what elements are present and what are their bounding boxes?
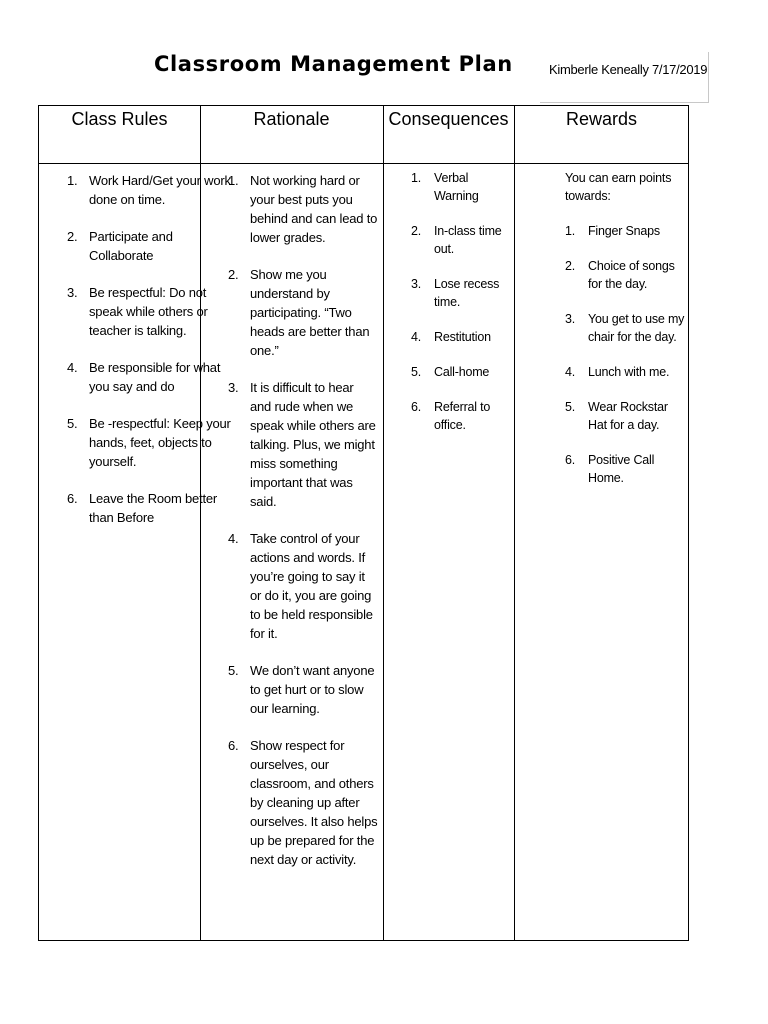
list-text: Positive Call Home. xyxy=(588,453,655,485)
list-number: 2. xyxy=(228,267,239,282)
list-number: 3. xyxy=(565,312,576,326)
list-number: 3. xyxy=(228,380,239,395)
list-number: 4. xyxy=(411,330,422,344)
class-rules-column xyxy=(67,164,237,527)
list-text: We don’t want anyone to get hurt or to slow our learning. xyxy=(250,663,375,716)
list-text: Be -respectful: Keep your hands, feet, objects to yourself. xyxy=(89,416,231,469)
list-item xyxy=(67,227,237,265)
list-text: It is difficult to hear and rude when we speak while others are talking. Plus, we might miss something important that was said. xyxy=(250,380,376,509)
list-item xyxy=(565,398,689,434)
list-item xyxy=(411,169,516,205)
list-item xyxy=(228,529,378,643)
list-number: 3. xyxy=(67,285,78,300)
list-item xyxy=(67,358,237,396)
list-text: Referral to office. xyxy=(434,400,491,432)
list-number: 1. xyxy=(67,173,78,188)
list-item xyxy=(565,310,689,346)
list-item xyxy=(411,328,516,346)
list-text: In-class time out. xyxy=(434,224,502,256)
list-text: Participate and Collaborate xyxy=(89,229,173,263)
list-text: You get to use my chair for the day. xyxy=(588,312,685,344)
author-box xyxy=(540,52,709,103)
list-item xyxy=(565,222,689,240)
header-consequences: Consequences xyxy=(388,109,509,129)
list-number: 6. xyxy=(565,453,576,467)
list-item xyxy=(411,275,516,311)
document-title: Classroom Management Plan xyxy=(154,52,513,76)
list-number: 4. xyxy=(228,531,239,546)
plan-table xyxy=(38,105,689,941)
list-number: 2. xyxy=(411,224,422,238)
list-text: Restitution xyxy=(434,330,491,344)
rationale-column xyxy=(228,164,378,869)
column-divider xyxy=(383,106,384,940)
header-rationale: Rationale xyxy=(253,109,330,129)
list-item xyxy=(411,222,516,258)
list-number: 5. xyxy=(67,416,78,431)
list-item xyxy=(565,363,689,381)
list-text: Verbal Warning xyxy=(434,171,479,203)
list-item xyxy=(565,451,689,487)
list-number: 1. xyxy=(565,224,576,238)
list-text: Call-home xyxy=(434,365,490,379)
list-number: 4. xyxy=(67,360,78,375)
list-text: Show me you understand by participating. “Two heads are better than one.” xyxy=(250,267,370,358)
rewards-column xyxy=(565,164,689,487)
list-item xyxy=(67,414,237,471)
list-item xyxy=(411,398,516,434)
list-number: 6. xyxy=(67,491,78,506)
list-item xyxy=(228,265,378,360)
author-date: Kimberle Keneally 7/17/2019 xyxy=(549,62,708,77)
list-number: 5. xyxy=(565,400,576,414)
list-item xyxy=(565,257,689,293)
list-number: 5. xyxy=(411,365,422,379)
list-number: 2. xyxy=(67,229,78,244)
header-rewards: Rewards xyxy=(565,109,638,129)
list-text: Show respect for ourselves, our classroom, and others by cleaning up after ourselves. It also helps up be prepared for the next day or activity. xyxy=(250,738,378,867)
list-text: Not working hard or your best puts you behind and can lead to lower grades. xyxy=(250,173,378,245)
list-item xyxy=(411,363,516,381)
header-class-rules: Class Rules xyxy=(71,109,168,129)
list-text: Finger Snaps xyxy=(588,224,660,238)
list-text: Leave the Room better than Before xyxy=(89,491,218,525)
list-number: 6. xyxy=(411,400,422,414)
list-text: Wear Rockstar Hat for a day. xyxy=(588,400,668,432)
list-number: 1. xyxy=(411,171,422,185)
list-number: 5. xyxy=(228,663,239,678)
list-text: Work Hard/Get your work done on time. xyxy=(89,173,231,207)
list-text: Choice of songs for the day. xyxy=(588,259,675,291)
list-item xyxy=(228,378,378,511)
list-text: Lunch with me. xyxy=(588,365,670,379)
list-number: 6. xyxy=(228,738,239,753)
list-text: Be responsible for what you say and do xyxy=(89,360,221,394)
list-item xyxy=(228,736,378,869)
list-item xyxy=(67,283,237,340)
list-number: 3. xyxy=(411,277,422,291)
list-number: 4. xyxy=(565,365,576,379)
list-number: 1. xyxy=(228,173,239,188)
consequences-column xyxy=(411,164,516,434)
list-text: Be respectful: Do not speak while others or teacher is talking. xyxy=(89,285,208,338)
list-text: Take control of your actions and words. If you’re going to say it or do it, you are going to be held responsible for it. xyxy=(250,531,373,641)
rewards-intro: You can earn points towards: xyxy=(565,171,672,203)
list-item xyxy=(228,661,378,718)
list-item xyxy=(228,171,378,247)
list-item xyxy=(67,489,237,527)
list-number: 2. xyxy=(565,259,576,273)
list-item xyxy=(67,171,237,209)
list-text: Lose recess time. xyxy=(434,277,500,309)
